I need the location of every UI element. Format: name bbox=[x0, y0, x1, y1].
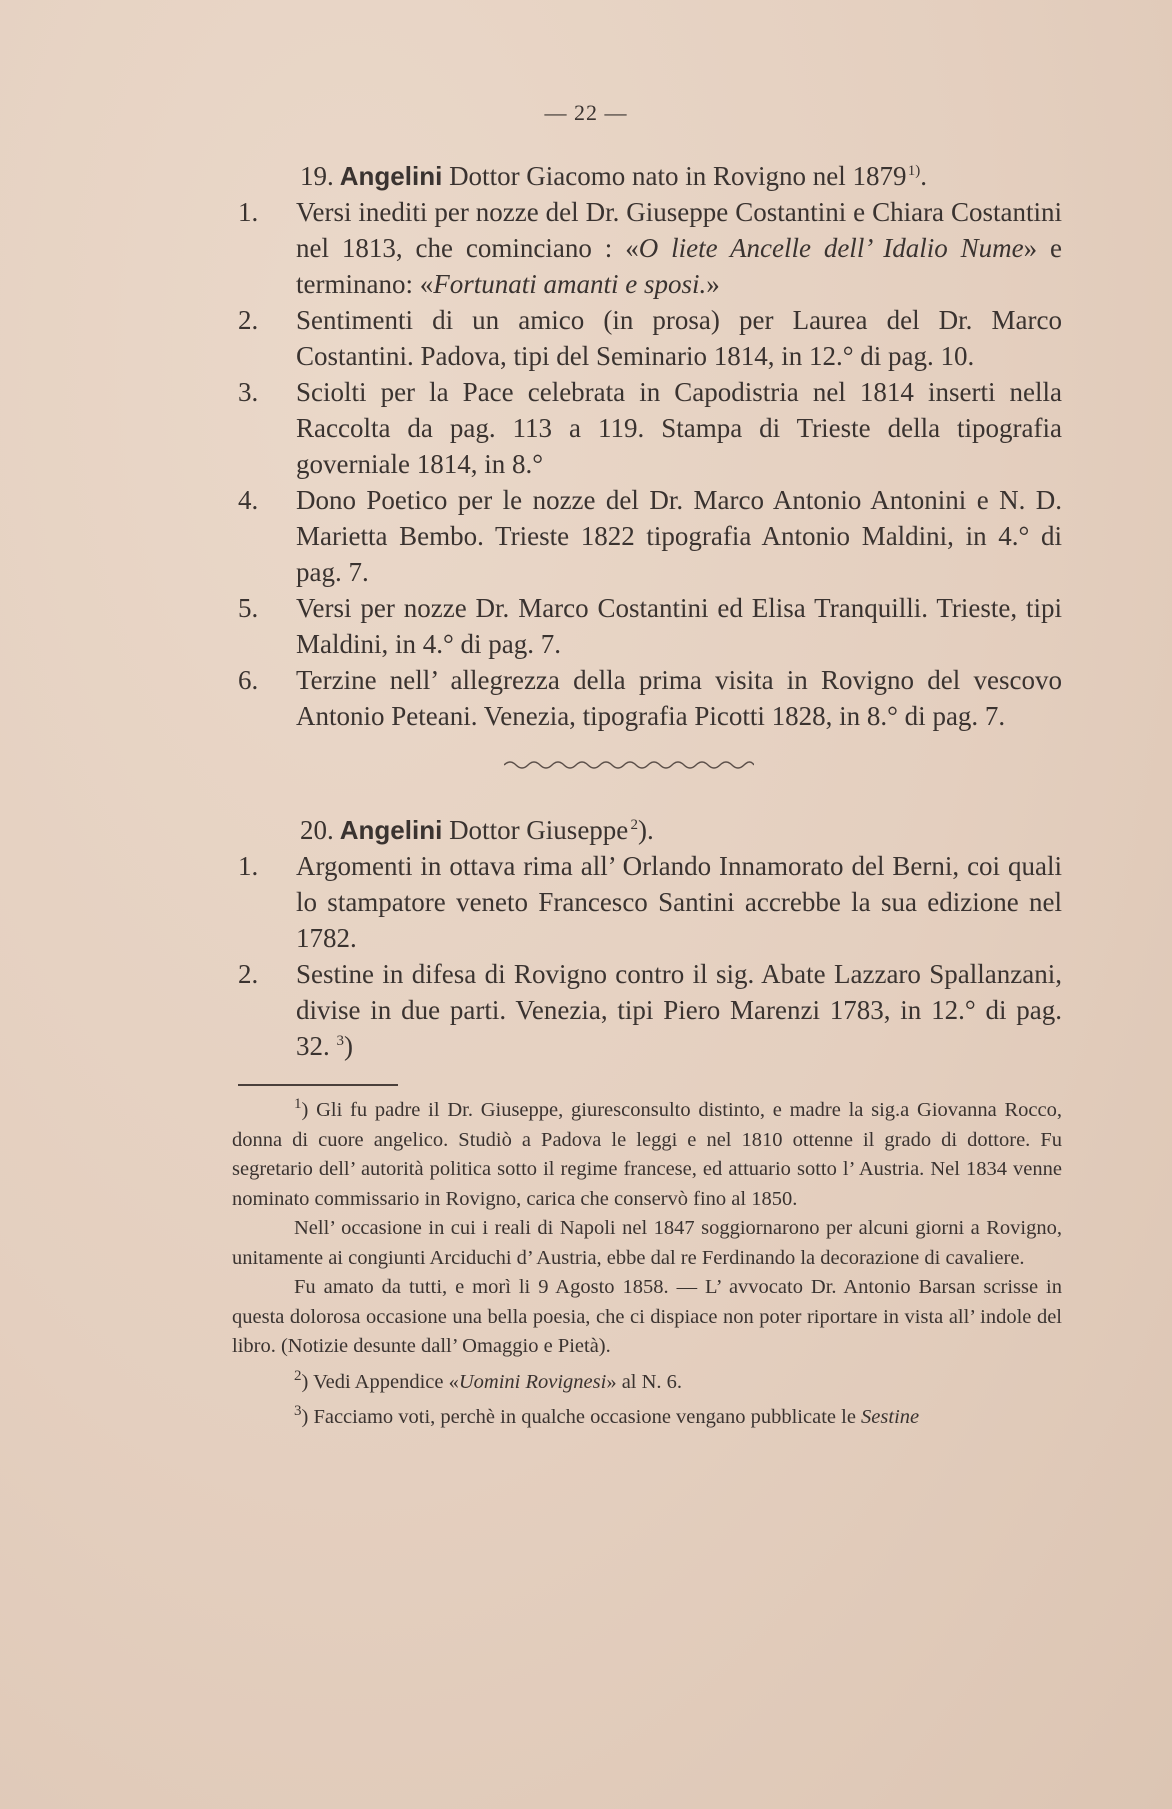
author-name: Angelini bbox=[339, 161, 443, 191]
footnote-ref: 1 bbox=[907, 163, 916, 179]
list-item: 4. Dono Poetico per le nozze del Dr. Marco Antonio Antonini e N. D. Marietta Bembo. Trieste 1822 tipografia Antonio Maldini, in 4.° di pag. 7. bbox=[238, 482, 1062, 590]
entry-number: 20. bbox=[300, 815, 334, 845]
item-number: 2. bbox=[238, 959, 259, 989]
bibliography-entry bbox=[238, 812, 1062, 1064]
entry-heading bbox=[238, 812, 1062, 848]
list-item: 1. Argomenti in ottava rima all’ Orlando Innamorato del Berni, coi quali lo stampatore veneto Francesco Santini accrebbe la sua edizione nel 1782. bbox=[238, 848, 1062, 956]
footnote-ref: 3 bbox=[336, 1033, 344, 1049]
page-number: — 22 — bbox=[544, 100, 628, 125]
footnote-2: $^2$) Vedi Appendice «Uomini Rovignesi» al N. 6. bbox=[294, 1367, 683, 1393]
footnote-3: $^3$) Facciamo voti, perchè in qualche occasione vengano pubblicate le Sestine bbox=[294, 1403, 920, 1428]
list-item: 2. Sentimenti di un amico (in prosa) per Laurea del Dr. Marco Costantini. Padova, tipi del Seminario 1814, in 12.° di pag. 10. bbox=[238, 302, 1062, 374]
item-number: 4. bbox=[238, 485, 259, 515]
footnote-marker: 2 bbox=[294, 1367, 302, 1384]
item-number: 1. bbox=[238, 197, 259, 227]
footnote-marker: 3 bbox=[294, 1403, 302, 1420]
footnote-1: $^1$) Gli fu padre il Dr. Giuseppe, giuresconsulto distinto, e madre la sig.a Giovanna Rocco, donna di cuore angelico. Studiò a Padova le leggi e nel 1810 ottenne il grado di dottore. Fu segretario dell’ autorità politica sotto il regime francese, ed attuario sotto l’ Austria. Nel 1834 venne nominato commissario in Rovigno, carica che conservò fino al 1850. Nell’ occasione in cui i reali di Napoli nel 1847 soggiornarono per alcuni giorni a Rovigno, unitamente ai congiunti Arciduchi d’ Austria, ebbe dal re Ferdinando la decorazione di cavaliere. Fu amato da tutti, e morì li 9 Agosto 1858. — L’ avvocato Dr. Antonio Barsan scrisse in questa dolorosa occasione una bella poesia, che ci dispiace non poter riportare in vista all’ indole del libro. (Notizie desunte dall’ Omaggio e Pietà). bbox=[232, 1096, 1062, 1357]
footnote-ref: 2 bbox=[630, 817, 639, 833]
list-item: 5. Versi per nozze Dr. Marco Costantini ed Elisa Tranquilli. Trieste, tipi Maldini, in 4.° di pag. 7. bbox=[238, 590, 1062, 662]
footnotes bbox=[232, 1096, 1062, 1439]
item-number: 2. bbox=[238, 305, 259, 335]
list-item: 1. Versi inediti per nozze del Dr. Giuseppe Costantini e Chiara Costantini nel 1813, che cominciano : «O liete Ancelle dell’ Idalio Nume» e terminano: «Fortunati amanti e sposi.» bbox=[238, 194, 1062, 302]
footnote-marker: 1 bbox=[294, 1096, 302, 1113]
list-item: 2. Sestine in difesa di Rovigno contro il sig. Abate Lazzaro Spallanzani, divise in due parti. Venezia, tipi Piero Marenzi 1783, in 12.° di pag. 32. $^3$) bbox=[238, 956, 1062, 1064]
heading-end: ). bbox=[638, 815, 654, 845]
entry-title: Dottor Giacomo nato in Rovigno nel 1879 bbox=[449, 161, 907, 191]
entry-title: Dottor Giuseppe bbox=[449, 815, 629, 845]
list-item: 3. Sciolti per la Pace celebrata in Capodistria nel 1814 inserti nella Raccolta da pag. 113 a 119. Stampa di Trieste della tipografia governiale 1814, in 8.° bbox=[238, 374, 1062, 482]
heading-end: . bbox=[920, 161, 928, 191]
entry-number: 19. bbox=[300, 161, 334, 191]
list-item: 6. Terzine nell’ allegrezza della prima visita in Rovigno del vescovo Antonio Peteani. Venezia, tipografia Picotti 1828, in 8.° di pag. 7. bbox=[238, 662, 1062, 734]
ornament-divider bbox=[504, 758, 754, 772]
author-name: Angelini bbox=[339, 815, 443, 845]
bibliography-entry bbox=[238, 158, 1062, 734]
item-number: 1. bbox=[238, 851, 259, 881]
item-number: 5. bbox=[238, 593, 259, 623]
footnote-rule bbox=[238, 1084, 398, 1086]
item-number: 3. bbox=[238, 377, 259, 407]
explicit-quote: Fortunati amanti e sposi. bbox=[433, 269, 707, 299]
incipit-quote: O liete Ancelle dell’ Idalio Nume bbox=[638, 233, 1024, 263]
item-number: 6. bbox=[238, 665, 259, 695]
entry-heading: 19. Angelini Dottor Giacomo nato in Rovigno nel 1879 $^{1)}$. bbox=[300, 161, 928, 191]
